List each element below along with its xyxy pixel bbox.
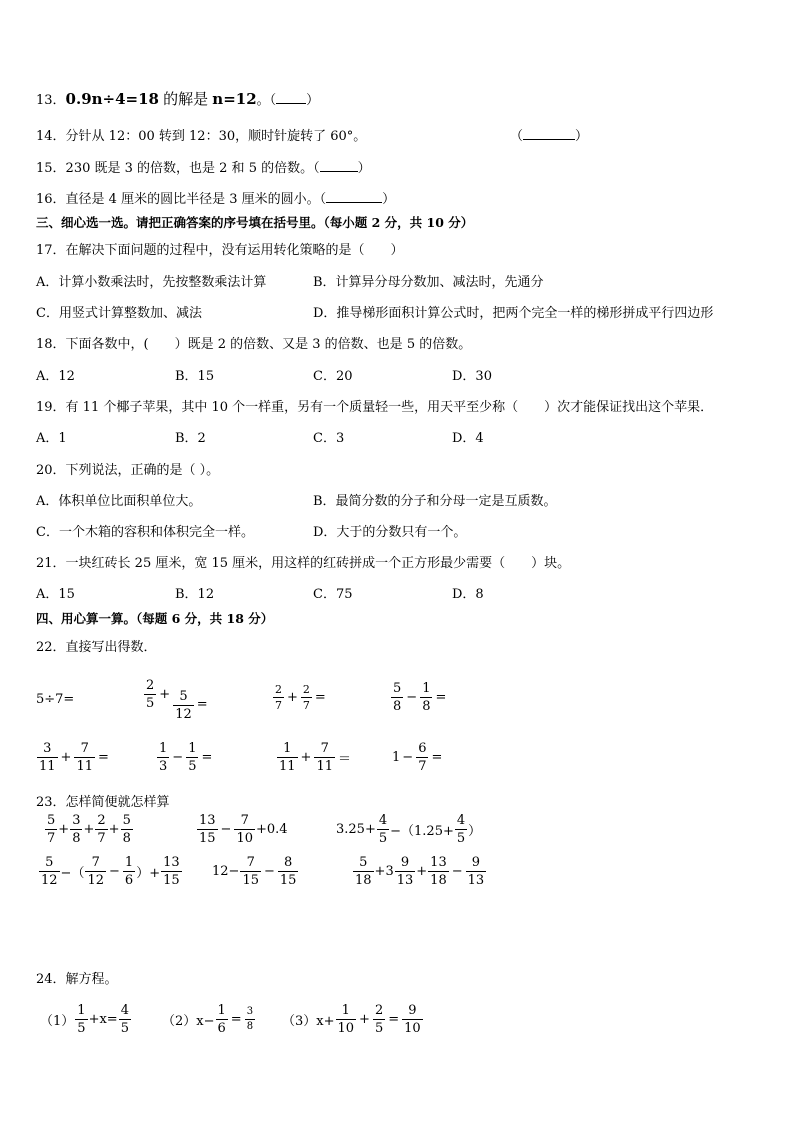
fraction: [197, 814, 218, 845]
denominator: 7: [97, 831, 106, 846]
minus-sign: −: [109, 864, 120, 879]
q24-equation-1: [40, 1004, 132, 1035]
fraction: [85, 856, 106, 887]
q14-text: 14．分针从 12：00 转到 12：30，顺时针旋转了 60°。: [36, 129, 367, 144]
denominator: 5: [188, 759, 197, 774]
q21-option-c[interactable]: C．75: [313, 587, 353, 602]
numerator: 3: [245, 1007, 255, 1020]
q17-option-b[interactable]: B．计算异分母分数加、减法时，先通分: [313, 275, 544, 290]
denominator: 5: [120, 1021, 129, 1036]
numerator: 2: [275, 683, 282, 696]
q23-expr-5: [212, 856, 299, 887]
q18-stem: 18．下面各数中，( ）既是 2 的倍数、又是 3 的倍数、也是 5 的倍数。: [36, 337, 472, 352]
minus-sign: −: [406, 690, 418, 705]
fraction: [74, 742, 95, 773]
denominator: 5: [456, 831, 466, 846]
expr-close: ）+: [136, 866, 161, 881]
fraction: [123, 856, 135, 887]
plus-sign: +: [58, 822, 70, 837]
numerator: 2: [374, 1003, 384, 1018]
q20-option-d[interactable]: D．大于的分数只有一个。: [313, 525, 467, 540]
q20-option-c[interactable]: C．一个木箱的容积和体积完全一样。: [36, 525, 254, 540]
q18-option-b[interactable]: B．15: [175, 369, 215, 384]
fraction: [75, 1004, 87, 1035]
fraction: [277, 742, 298, 773]
plus-sign: +: [83, 822, 95, 837]
fraction: [455, 814, 467, 845]
fraction: [301, 684, 312, 711]
numerator: 13: [199, 813, 216, 828]
q23-expr-4: [38, 856, 183, 887]
fraction: [336, 1004, 357, 1035]
fraction: [373, 1004, 385, 1035]
question-16: [36, 188, 395, 207]
denominator: 8: [72, 831, 81, 846]
numerator: 5: [47, 813, 56, 828]
q22-expr-6: [156, 742, 214, 773]
denominator: 11: [316, 759, 333, 774]
fraction: [45, 814, 57, 845]
answer-blank[interactable]: [326, 192, 382, 203]
denominator: 13: [467, 873, 485, 888]
numerator: 7: [240, 856, 261, 872]
expr-end: ）: [468, 824, 482, 839]
denominator: 5: [77, 1021, 86, 1036]
q19-option-d[interactable]: D．4: [452, 431, 484, 446]
fraction: [353, 856, 374, 887]
equals-sign: ＝: [338, 752, 352, 767]
fraction: [157, 742, 169, 773]
q19-option-b[interactable]: B．2: [175, 431, 206, 446]
denominator: 8: [393, 699, 402, 714]
numerator: 1: [77, 1003, 86, 1018]
fraction: [37, 742, 58, 773]
numerator: 4: [120, 1003, 129, 1018]
q17-option-d[interactable]: D．推导梯形面积计算公式时，把两个完全一样的梯形拼成平行四边形: [313, 306, 714, 321]
equals-sign: =: [98, 750, 109, 765]
denominator: 10: [404, 1021, 421, 1036]
plus-sign: +: [416, 864, 428, 879]
q22-stem: 22．直接写出得数．: [36, 640, 157, 655]
plus-sign: +: [108, 822, 120, 837]
q24-equation-3: [282, 1004, 424, 1035]
q20-option-a[interactable]: A．体积单位比面积单位大。: [36, 494, 202, 509]
numerator: 2: [97, 813, 106, 828]
expr-lead: 3.25+: [336, 822, 376, 837]
q21-stem: 21．一块红砖长 25 厘米，宽 15 厘米，用这样的红砖拼成一个正方形最少需要（ ）块。: [36, 556, 571, 571]
denominator: 7: [302, 699, 310, 712]
plus-sign: +: [359, 1012, 370, 1027]
denominator: 5: [378, 831, 388, 846]
denominator: 15: [279, 873, 297, 888]
minus-sign: −: [220, 822, 232, 837]
q22-expr-1: 5÷7=: [36, 692, 75, 707]
fraction: [420, 682, 432, 713]
equation-label: （1）: [40, 1014, 75, 1029]
q13-end: 。（: [256, 93, 277, 108]
denominator: 5: [146, 696, 155, 711]
numerator: 2: [146, 678, 155, 693]
numerator: 1: [159, 741, 168, 756]
q24-stem: 24．解方程。: [36, 972, 118, 987]
equals-sign: =: [230, 1012, 242, 1027]
numerator: 9: [466, 856, 487, 872]
numerator: 5: [173, 690, 194, 706]
q13-number: 13．: [36, 93, 66, 108]
denominator: 3: [159, 759, 168, 774]
equals-sign: =: [431, 750, 443, 765]
denominator: 7: [418, 759, 427, 774]
q22-expr-4: [390, 682, 448, 713]
expr-mid: −（: [60, 866, 85, 881]
fraction: [314, 742, 335, 773]
numerator: 1: [277, 742, 298, 758]
denominator: 18: [355, 873, 372, 888]
plus-sign: +: [300, 750, 312, 765]
q14-close: ）: [575, 129, 589, 144]
minus-sign: −: [451, 864, 463, 879]
denominator: 6: [124, 873, 134, 888]
fraction: [119, 1004, 131, 1035]
denominator: 11: [279, 759, 296, 774]
q18-option-c[interactable]: C．20: [313, 369, 353, 384]
numerator: 7: [85, 856, 106, 872]
numerator: 1: [336, 1004, 357, 1020]
denominator: 12: [175, 707, 192, 722]
fraction: [234, 814, 255, 845]
fraction: [216, 1004, 228, 1035]
expr-lead: 12−: [212, 864, 240, 879]
numerator: 1: [217, 1003, 226, 1018]
expr-tail: +0.4: [256, 822, 288, 837]
fraction: [428, 856, 449, 887]
numerator: 8: [278, 856, 299, 872]
equals-sign: =: [201, 750, 213, 765]
q22-expr-2: [143, 668, 210, 721]
q21-option-b[interactable]: B．12: [175, 587, 215, 602]
q21-option-a[interactable]: A．15: [36, 587, 75, 602]
equation-mid: +x=: [88, 1012, 118, 1027]
fraction: [144, 679, 156, 710]
q15-close: ）: [357, 161, 371, 176]
fraction: [278, 856, 299, 887]
answer-blank[interactable]: [276, 93, 306, 104]
numerator: 4: [378, 813, 388, 828]
denominator: 15: [199, 831, 216, 846]
section-3-heading: 三、细心选一选。请把正确答案的序号填在括号里。（每小题 2 分，共 10 分）: [36, 215, 474, 230]
equals-sign: =: [196, 697, 208, 712]
q24-equation-2: [162, 1004, 256, 1035]
fraction: [240, 856, 261, 887]
fraction: [245, 1007, 255, 1032]
fraction: [70, 814, 82, 845]
numerator: 5: [393, 681, 402, 696]
fraction: [395, 856, 416, 887]
q14-answer-paren: [510, 125, 588, 144]
fraction: [186, 742, 198, 773]
denominator: 13: [396, 873, 414, 888]
numerator: 9: [402, 1004, 423, 1020]
q13-mid: 的解是: [163, 90, 209, 108]
fraction: [273, 684, 284, 711]
denominator: 15: [163, 873, 180, 888]
question-13: [36, 88, 319, 109]
numerator: 1: [422, 681, 431, 696]
denominator: 12: [41, 873, 58, 888]
fraction: [121, 814, 133, 845]
numerator: 13: [430, 855, 447, 870]
equals-sign: =: [314, 690, 326, 705]
denominator: 10: [337, 1021, 355, 1036]
minus-sign: −: [402, 750, 414, 765]
numerator: 3: [37, 742, 58, 758]
q14-open: （: [510, 129, 524, 144]
numerator: 4: [456, 813, 466, 828]
q23-expr-2: [196, 814, 288, 845]
q13-close: ）: [306, 93, 320, 108]
numerator: 1: [124, 855, 134, 870]
answer-blank[interactable]: [523, 129, 575, 140]
denominator: 8: [246, 1021, 254, 1032]
q13-answer: n=12: [212, 90, 257, 108]
fraction: [391, 682, 403, 713]
fraction: [95, 814, 107, 845]
q15-text: 15．230 既是 3 的倍数，也是 2 和 5 的倍数。（: [36, 161, 320, 176]
fraction: [161, 856, 182, 887]
numerator: 5: [353, 856, 374, 872]
q23-expr-6: [352, 856, 487, 887]
numerator: 1: [188, 741, 197, 756]
numerator: 9: [395, 856, 416, 872]
expr-mid: +3: [374, 864, 394, 879]
numerator: 13: [163, 855, 180, 870]
numerator: 7: [74, 742, 95, 758]
numerator: 2: [302, 683, 310, 696]
denominator: 12: [87, 873, 104, 888]
fraction: [173, 690, 194, 721]
fraction: [466, 856, 487, 887]
fraction: [416, 742, 428, 773]
q23-stem: 23．怎样简便就怎样算: [36, 795, 170, 810]
plus-sign: +: [287, 690, 298, 705]
question-14: [36, 125, 366, 144]
numerator: 7: [234, 814, 255, 830]
q17-option-a[interactable]: A．计算小数乘法时，先按整数乘法计算: [36, 275, 267, 290]
numerator: 7: [314, 742, 335, 758]
q16-close: ）: [382, 192, 396, 207]
numerator: 6: [418, 741, 427, 756]
q13-formula: 0.9n÷4=18: [65, 90, 159, 108]
q19-option-c[interactable]: C．3: [313, 431, 345, 446]
q17-stem: 17．在解决下面问题的过程中，没有运用转化策略的是（ ）: [36, 243, 404, 258]
fraction: [39, 856, 60, 887]
q20-option-b[interactable]: B．最简分数的分子和分母一定是互质数。: [313, 494, 557, 509]
denominator: 8: [422, 699, 431, 714]
q19-option-a[interactable]: A．1: [36, 431, 67, 446]
answer-blank[interactable]: [320, 161, 358, 172]
q22-expr-7: [276, 742, 353, 773]
fraction: [377, 814, 389, 845]
equation-label: （2）x−: [162, 1014, 215, 1029]
q20-stem: 20．下列说法，正确的是（ ）。: [36, 463, 220, 478]
numerator: 3: [72, 813, 81, 828]
numerator: 5: [122, 813, 131, 828]
q23-expr-1: [44, 814, 134, 845]
q18-option-a[interactable]: A．12: [36, 369, 75, 384]
minus-sign: −: [172, 750, 184, 765]
q17-option-c[interactable]: C．用竖式计算整数加、减法: [36, 306, 202, 321]
fraction: [402, 1004, 423, 1035]
denominator: 11: [39, 759, 56, 774]
q22-expr-3: [272, 684, 328, 711]
q22-expr-5: [36, 742, 111, 773]
equals-sign: =: [435, 690, 447, 705]
expr-mid: −（1.25+: [390, 824, 454, 839]
q19-stem: 19．有 11 个椰子苹果，其中 10 个一样重，另有一个质量轻一些，用天平至少称（ ）次才能保证找出这个苹果．: [36, 400, 714, 415]
q16-text: 16．直径是 4 厘米的圆比半径是 3 厘米的圆小。（: [36, 192, 327, 207]
denominator: 8: [122, 831, 131, 846]
equals-sign: =: [388, 1012, 400, 1027]
denominator: 15: [242, 873, 259, 888]
question-15: [36, 157, 371, 176]
numerator: 5: [39, 856, 60, 872]
denominator: 18: [430, 873, 447, 888]
q21-option-d[interactable]: D．8: [452, 587, 484, 602]
minus-sign: −: [263, 864, 275, 879]
denominator: 6: [217, 1021, 226, 1036]
number-one: 1: [392, 750, 401, 765]
q22-expr-8: [392, 742, 444, 773]
denominator: 7: [47, 831, 56, 846]
denominator: 5: [374, 1021, 384, 1036]
section-4-heading: 四、用心算一算。（每题 6 分，共 18 分）: [36, 611, 274, 626]
equation-label: （3）x+: [282, 1014, 335, 1029]
q18-option-d[interactable]: D．30: [452, 369, 492, 384]
plus-sign: +: [60, 750, 72, 765]
denominator: 10: [236, 831, 253, 846]
denominator: 7: [275, 699, 282, 712]
q23-expr-3: [336, 814, 481, 845]
plus-sign: +: [159, 687, 171, 702]
denominator: 11: [76, 759, 93, 774]
